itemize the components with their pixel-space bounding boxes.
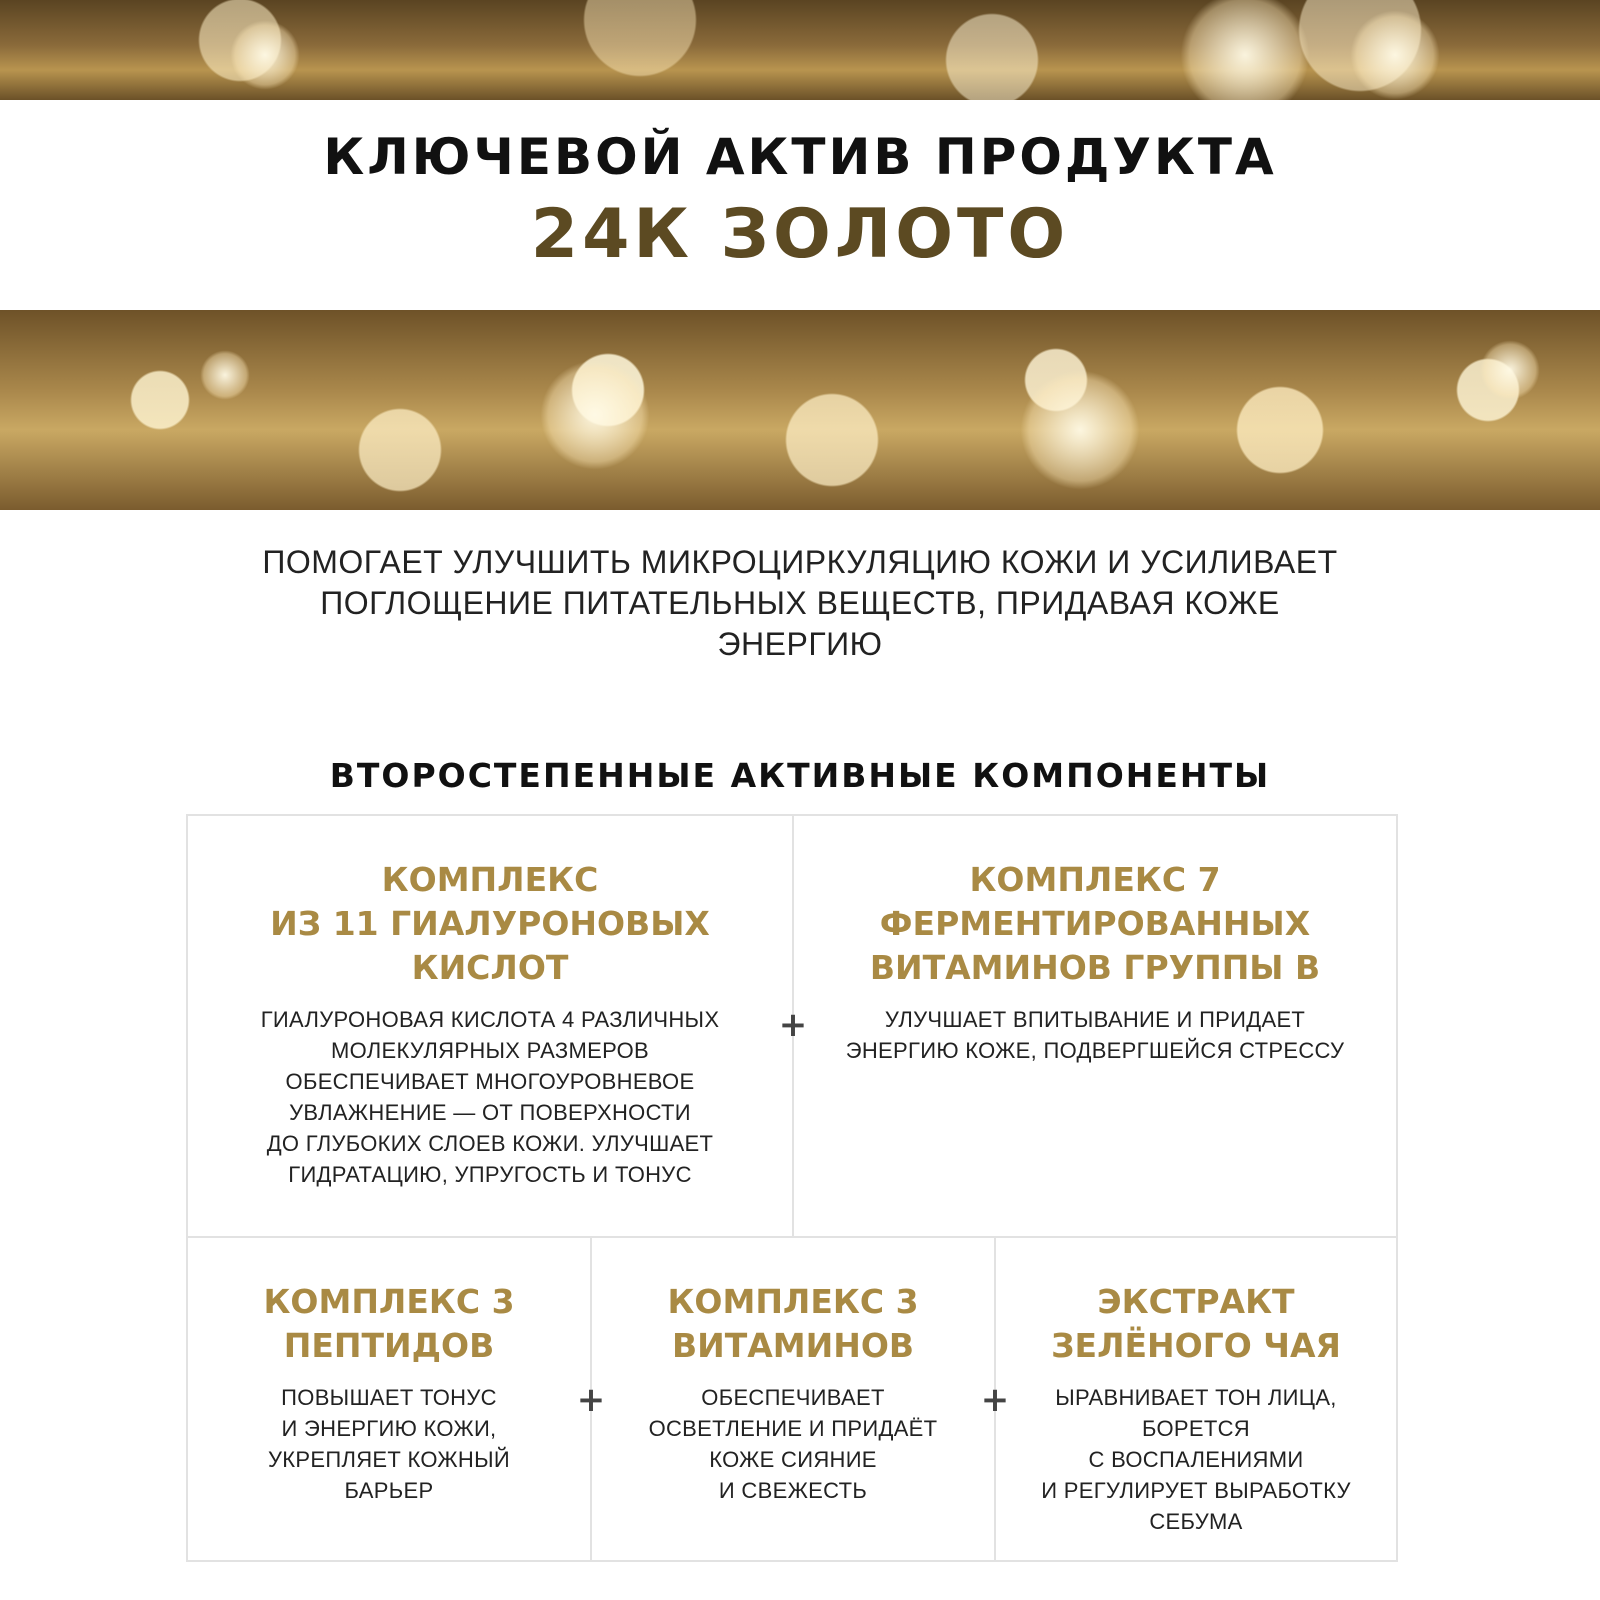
plus-icon: + — [778, 1005, 808, 1045]
key-active-description: ПОМОГАЕТ УЛУЧШИТЬ МИКРОЦИРКУЛЯЦИЮ КОЖИ И УСИЛИВАЕТ ПОГЛОЩЕНИЕ ПИТАТЕЛЬНЫХ ВЕЩЕСТВ, ПРИДАВАЯ КОЖЕ ЭНЕРГИЮ — [262, 544, 1338, 662]
plus-icon: + — [576, 1380, 606, 1420]
component-description: ЫРАВНИВАЕТ ТОН ЛИЦА, БОРЕТСЯ С ВОСПАЛЕНИЯМИ И РЕГУЛИРУЕТ ВЫРАБОТКУ СЕБУМА — [1041, 1385, 1351, 1534]
gold-bokeh-banner-top — [0, 0, 1600, 100]
component-description: УЛУЧШАЕТ ВПИТЫВАНИЕ И ПРИДАЕТ ЭНЕРГИЮ КОЖЕ, ПОДВЕРГШЕЙСЯ СТРЕССУ — [845, 1007, 1345, 1063]
component-heading: ЭКСТРАКТ ЗЕЛЁНОГО ЧАЯ — [1051, 1282, 1341, 1365]
component-heading: КОМПЛЕКС 3 ВИТАМИНОВ — [667, 1282, 919, 1365]
component-card-green-tea — [994, 1236, 1398, 1562]
component-description: ПОВЫШАЕТ ТОНУС И ЭНЕРГИЮ КОЖИ, УКРЕПЛЯЕТ КОЖНЫЙ БАРЬЕР — [268, 1385, 510, 1503]
component-card-hyaluronic — [186, 814, 794, 1238]
component-description: ОБЕСПЕЧИВАЕТ ОСВЕТЛЕНИЕ И ПРИДАЁТ КОЖЕ СИЯНИЕ И СВЕЖЕСТЬ — [648, 1385, 938, 1503]
plus-icon: + — [980, 1380, 1010, 1420]
key-active-title: 24К ЗОЛОТО — [530, 195, 1070, 274]
component-heading: КОМПЛЕКС 7 ФЕРМЕНТИРОВАННЫХ ВИТАМИНОВ ГРУППЫ В — [869, 860, 1321, 987]
component-card-peptides — [186, 1236, 592, 1562]
page-title: КЛЮЧЕВОЙ АКТИВ ПРОДУКТА — [323, 128, 1277, 186]
component-heading: КОМПЛЕКС ИЗ 11 ГИАЛУРОНОВЫХ КИСЛОТ — [270, 860, 710, 987]
component-card-vitamin-b — [792, 814, 1398, 1238]
gold-bokeh-banner-middle — [0, 310, 1600, 510]
component-description: ГИАЛУРОНОВАЯ КИСЛОТА 4 РАЗЛИЧНЫХ МОЛЕКУЛЯРНЫХ РАЗМЕРОВ ОБЕСПЕЧИВАЕТ МНОГОУРОВНЕВОЕ УВЛАЖНЕНИЕ — ОТ ПОВЕРХНОСТИ ДО ГЛУБОКИХ СЛОЕВ КОЖИ. УЛУЧШАЕТ ГИДРАТАЦИЮ, УПРУГОСТЬ И ТОНУС — [260, 1007, 720, 1187]
component-heading: КОМПЛЕКС 3 ПЕПТИДОВ — [263, 1282, 515, 1365]
component-card-vitamins — [590, 1236, 996, 1562]
secondary-components-title: ВТОРОСТЕПЕННЫЕ АКТИВНЫЕ КОМПОНЕНТЫ — [329, 756, 1271, 795]
